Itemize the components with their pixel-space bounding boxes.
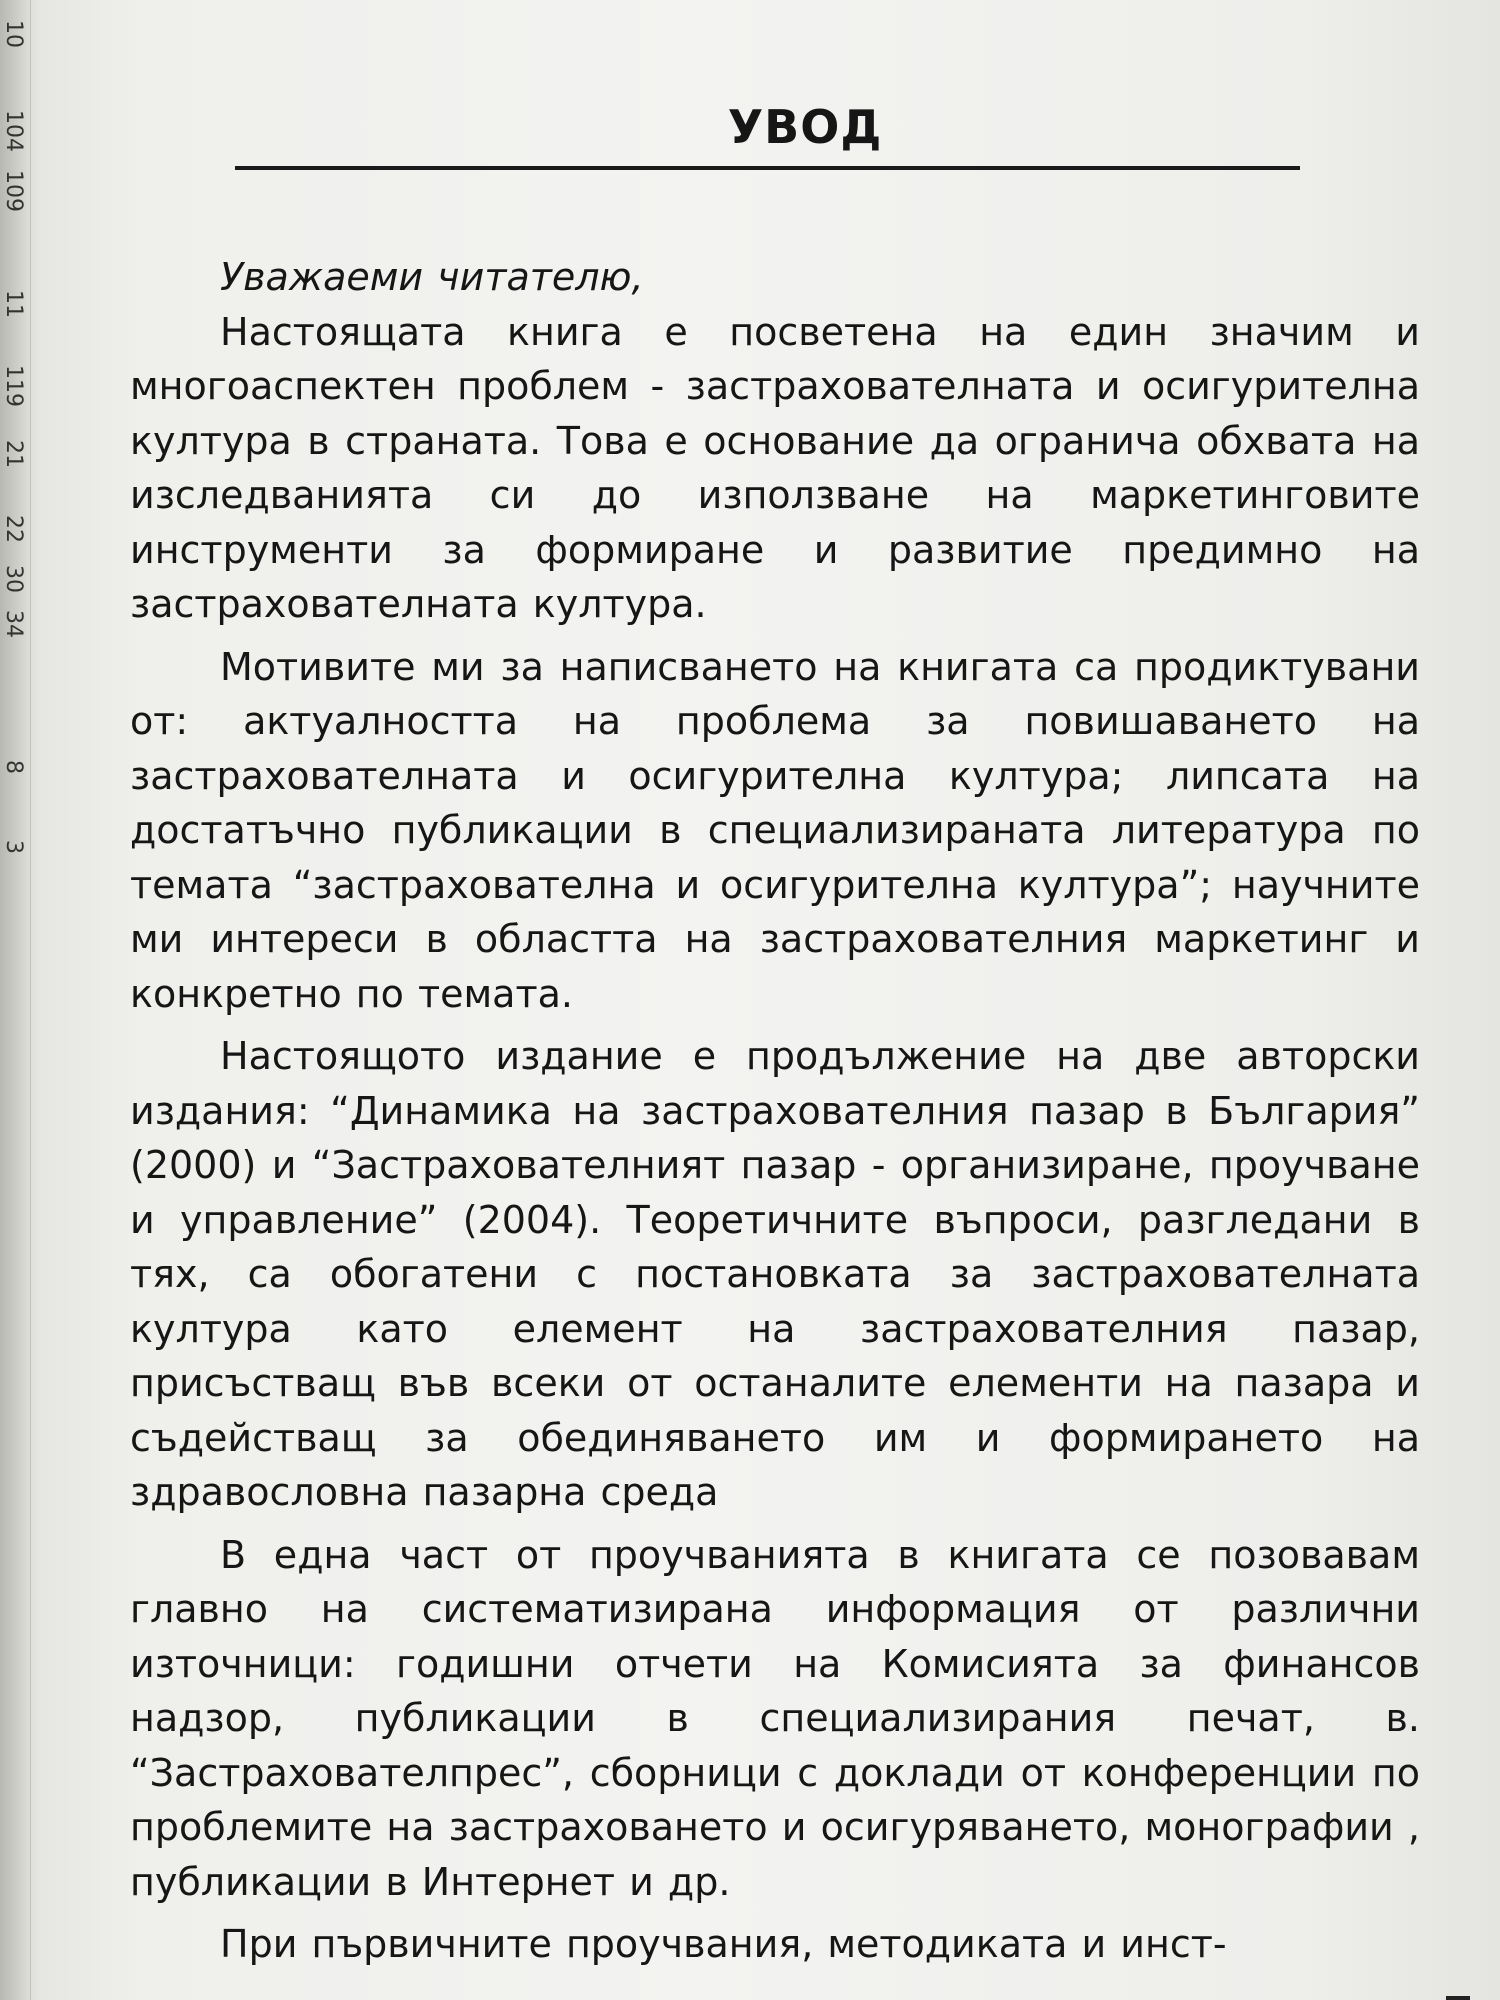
page-content xyxy=(130,100,1420,1980)
margin-number: 109 xyxy=(1,170,26,212)
margin-number: 3 xyxy=(1,840,26,854)
paragraph: При първичните проучвания, методиката и инст- xyxy=(220,1922,1227,1966)
margin-number: 104 xyxy=(1,110,26,152)
margin-number: 34 xyxy=(1,610,26,638)
body-text xyxy=(130,250,1420,1972)
salutation: Уважаеми читателю, xyxy=(220,255,644,299)
paragraph: Настоящото издание е продължение на две авторски издания: “Динамика на застрахователния пазар в България” (2000) и “Застрахователният пазар - организиране, проучване и управление” (2004). Теоретичните въпроси, разгледани в тях, са обогатени с постановката за застрахователната култура като елемент на застрахователния пазар, присъстващ във всеки от останалите елементи на пазара и съдействащ за обединяването им и формирането на здравословна пазарна среда xyxy=(130,1034,1420,1514)
page-corner-mark xyxy=(1446,1996,1470,2000)
adjacent-page-edge xyxy=(0,0,31,2000)
margin-number: 22 xyxy=(1,515,26,543)
margin-number: 8 xyxy=(1,760,26,774)
title-underline xyxy=(235,166,1300,170)
page-title: УВОД xyxy=(727,100,883,154)
margin-number: 21 xyxy=(1,440,26,468)
margin-number: 30 xyxy=(1,565,26,593)
paragraph: В една част от проучванията в книгата се позовавам главно на систематизирана информация от различни източници: годишни отчети на Комисията за финансов надзор, публикации в специализирания печат, в. “Застрахователпрес”, сборници с доклади от конференции по проблемите на застраховането и осигуряването, монографии , публикации в Интернет и др. xyxy=(130,1532,1420,1904)
paragraph: Мотивите ми за написването на книгата са продиктувани от: актуалността на проблема за повишаването на застрахователната и осигурителна култура; липсата на достатъчно публикации в специализираната литература по темата “застрахователна и осигурителна култура”; научните ми интереси в областта на застрахователния маркетинг и конкретно по темата. xyxy=(130,644,1420,1016)
margin-number: 11 xyxy=(1,290,26,318)
margin-number: 119 xyxy=(1,365,26,407)
margin-number: 10 xyxy=(1,20,26,48)
paragraph: Настоящата книга е посветена на един значим и многоаспектен проблем - застрахователната и осигурителна култура в страната. Това е основание да огранича обхвата на изследванията си до използване на маркетинговите инструменти за формиране и развитие предимно на застрахователната култура. xyxy=(130,309,1420,626)
